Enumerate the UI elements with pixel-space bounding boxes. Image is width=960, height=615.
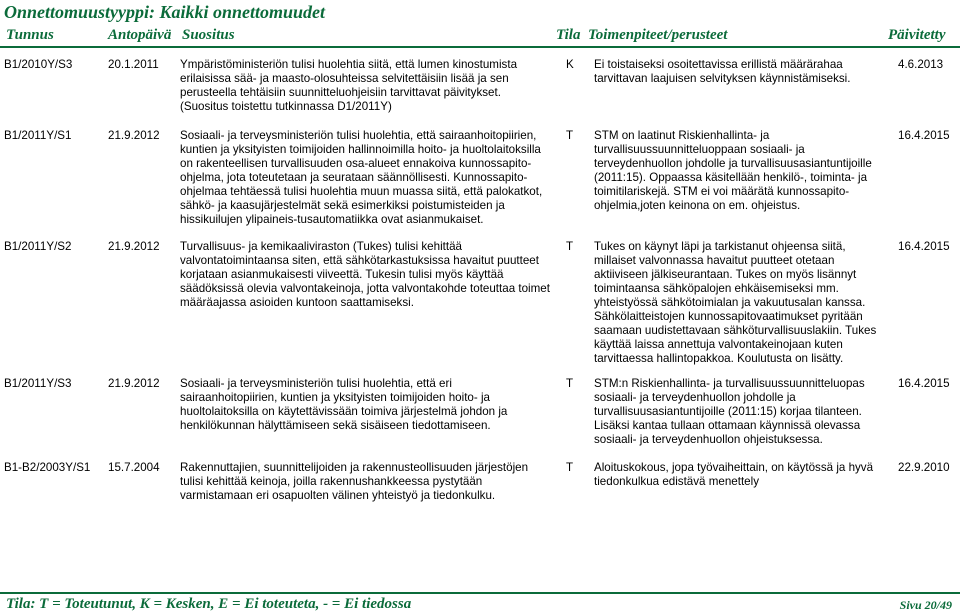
cell-paivitetty: 4.6.2013 bbox=[898, 58, 944, 71]
text-line: Sähkölaitteistojen kunnossapitovaatimukset pyritään bbox=[594, 310, 863, 323]
header-suositus: Suositus bbox=[182, 27, 235, 43]
text-line: ohjelmia,joten keinona on em. ohjeistus. bbox=[594, 199, 801, 212]
cell-paivitetty: 16.4.2015 bbox=[898, 129, 950, 142]
text-line: tulisi kehittää keinoja, joilla rakennushankkeessa pystytään bbox=[180, 475, 483, 488]
cell-antopaiva: 20.1.2011 bbox=[108, 58, 159, 71]
cell-tunnus: B1/2011Y/S1 bbox=[4, 129, 72, 142]
text-line: hissikuilujen ylipaineis-tusautomatiikka ovat asianmukaiset. bbox=[180, 213, 484, 226]
text-line: Aloituskokous, jopa työvaiheittain, on käytössä ja hyvä bbox=[594, 461, 874, 474]
text-line: ohjelma, jota toteutetaan ja seurataan säännöllisesti. Kunnossapito- bbox=[180, 171, 528, 184]
cell-paivitetty: 22.9.2010 bbox=[898, 461, 950, 474]
cell-suositus bbox=[180, 461, 528, 503]
header-tunnus: Tunnus bbox=[6, 27, 54, 43]
cell-tunnus: B1/2011Y/S2 bbox=[4, 240, 72, 253]
text-line: varmistamaan eri osapuolten välinen yhteistyö ja tiedonkulku. bbox=[180, 489, 496, 502]
text-line: (Suositus toistettu tutkinnassa D1/2011Y) bbox=[180, 100, 392, 113]
text-line: korjataan asianmukaisesti viiveettä. Tukesin tulisi myös käyttää bbox=[180, 268, 504, 281]
text-line: sähkö- ja kaasujärjestelmät sekä esimerkiksi poistumisteiden ja bbox=[180, 199, 505, 212]
cell-tila: T bbox=[566, 377, 574, 390]
text-line: toimintaansa sähköpalojen ehkäisemiseksi mm. bbox=[594, 282, 839, 295]
cell-tunnus: B1-B2/2003Y/S1 bbox=[4, 461, 91, 474]
text-line: sairaanhoitopiirien, kuntien ja yksityisten toimijoiden hoito- ja bbox=[180, 391, 490, 404]
cell-paivitetty: 16.4.2015 bbox=[898, 240, 950, 253]
text-line: (2011:15). Oppaassa käsitellään henkilö-, toiminta- ja bbox=[594, 171, 868, 184]
cell-suositus bbox=[180, 129, 542, 227]
cell-paivitetty: 16.4.2015 bbox=[898, 377, 950, 390]
text-line: aktiiviseen jälkiseurantaan. Tukes on myös lisännyt bbox=[594, 268, 857, 281]
text-line: erilaisissa sää- ja maasto-olosuhteissa selvitettäisiin lisää ja sen bbox=[180, 72, 509, 85]
cell-toimenpiteet bbox=[594, 129, 872, 213]
text-line: tarvittavan laajuisen selvityksen käynnistämiseksi. bbox=[594, 72, 851, 85]
text-line: turvallisuussuunnitteluoppaan sosiaali- ja bbox=[594, 143, 805, 156]
text-line: henkilökunnan hälyttämiseen sekä sisäiseen tiedottamiseen. bbox=[180, 419, 491, 432]
cell-tila: T bbox=[566, 240, 574, 253]
cell-antopaiva: 21.9.2012 bbox=[108, 129, 160, 142]
header-divider bbox=[0, 46, 960, 48]
text-line: Rakennuttajien, suunnittelijoiden ja rakennusteollisuuden järjestöjen bbox=[180, 461, 529, 474]
text-line: säädöksissä olevia valvontakeinoja, jotta valvontakohde toteuttaa toimet bbox=[180, 282, 550, 295]
text-line: Ympäristöministeriön tulisi huolehtia siitä, että lumen kinostumista bbox=[180, 58, 518, 71]
footer-divider bbox=[0, 592, 960, 594]
header-toimenpiteet: Toimenpiteet/perusteet bbox=[588, 27, 728, 43]
status-legend: Tila: T = Toteutunut, K = Kesken, E = Ei toteuteta, - = Ei tiedossa bbox=[6, 596, 412, 612]
cell-tunnus: B1/2011Y/S3 bbox=[4, 377, 72, 390]
cell-tila: K bbox=[566, 58, 574, 71]
text-line: sosiaali- ja terveydenhuollon ohjeistuksessa. bbox=[594, 433, 823, 446]
text-line: Tukes on käynyt läpi ja tarkistanut ohjeensa siitä, bbox=[594, 240, 846, 253]
text-line: huoltolaitoksilla on käytettävissään toimiva järjestelmä johdon ja bbox=[180, 405, 508, 418]
cell-toimenpiteet bbox=[594, 240, 876, 366]
cell-suositus bbox=[180, 240, 550, 310]
text-line: toimitilariskejä. STM ei voi määrätä kunnossapito- bbox=[594, 185, 850, 198]
text-line: Sosiaali- ja terveysministeriön tulisi huolehtia, että eri bbox=[180, 377, 452, 390]
cell-toimenpiteet bbox=[594, 58, 850, 86]
cell-toimenpiteet bbox=[594, 377, 865, 447]
text-line: on rakenteellisen turvallisuuden osa-alueet ennakoiva kunnossapito- bbox=[180, 157, 532, 170]
text-line: Ei toistaiseksi osoitettavissa erillistä määrärahaa bbox=[594, 58, 843, 71]
text-line: käyttää laissa annettuja valvontakeinojaan kuten bbox=[594, 338, 843, 351]
text-line: valvontatoimintaansa siten, että sähkötarkastuksissa havaitut puutteet bbox=[180, 254, 539, 267]
text-line: yhteistyössä sähkötoimialan ja vakuutusalan kanssa. bbox=[594, 296, 866, 309]
header-tila: Tila bbox=[556, 27, 581, 43]
cell-toimenpiteet bbox=[594, 461, 873, 489]
text-line: Turvallisuus- ja kemikaaliviraston (Tukes) tulisi kehittää bbox=[180, 240, 462, 253]
text-line: Lisäksi kantaa tullaan ottamaan käynnissä olevassa bbox=[594, 419, 861, 432]
text-line: turvallisuusasiantuntijoille (2011:15) korjaa tilanteen. bbox=[594, 405, 862, 418]
text-line: perusteella tehtäisiin suunnitteluohjeisiin tarvittavat päivitykset. bbox=[180, 86, 501, 99]
page-title: Onnettomuustyyppi: Kaikki onnettomuudet bbox=[4, 2, 326, 22]
text-line: tarvittaessa hallintopakkoa. Koulutusta on lisätty. bbox=[594, 352, 844, 365]
cell-tila: T bbox=[566, 129, 574, 142]
text-line: millaiset valvonnassa havaitut puutteet otetaan bbox=[594, 254, 835, 267]
page-number: Sivu 20/49 bbox=[899, 598, 952, 612]
cell-suositus bbox=[180, 377, 507, 433]
cell-antopaiva: 15.7.2004 bbox=[108, 461, 160, 474]
text-line: määräajassa asioiden kuntoon saattamiseksi. bbox=[180, 296, 414, 309]
text-line: tiedonkulkua edistävä menettely bbox=[594, 475, 759, 488]
text-line: STM:n Riskienhallinta- ja turvallisuussuunnitteluopas bbox=[594, 377, 865, 390]
text-line: STM on laatinut Riskienhallinta- ja bbox=[594, 129, 770, 142]
text-line: terveydenhuollon johdolle ja turvallisuusasiantuntijoille bbox=[594, 157, 872, 170]
cell-tila: T bbox=[566, 461, 574, 474]
cell-tunnus: B1/2010Y/S3 bbox=[4, 58, 73, 71]
text-line: Sosiaali- ja terveysministeriön tulisi huolehtia, että sairaanhoitopiirien, bbox=[180, 129, 537, 142]
text-line: ohjelmaa tehtäessä tulisi huolehtia muun muassa siitä, että palokatkot, bbox=[180, 185, 543, 198]
cell-suositus bbox=[180, 58, 517, 114]
cell-antopaiva: 21.9.2012 bbox=[108, 377, 160, 390]
cell-antopaiva: 21.9.2012 bbox=[108, 240, 160, 253]
text-line: kuntien ja yksityisten toimijoiden hallinnoimilla hoito- ja huoltolaitoksilla bbox=[180, 143, 541, 156]
text-line: sosiaali- ja terveydenhuollon johdolle ja bbox=[594, 391, 796, 404]
header-antopaiva: Antopäivä bbox=[108, 27, 172, 43]
text-line: saamaan uudistettavaan sähköturvallisuuslakiin. Tukes bbox=[594, 324, 877, 337]
header-paivitetty: Päivitetty bbox=[888, 27, 946, 43]
